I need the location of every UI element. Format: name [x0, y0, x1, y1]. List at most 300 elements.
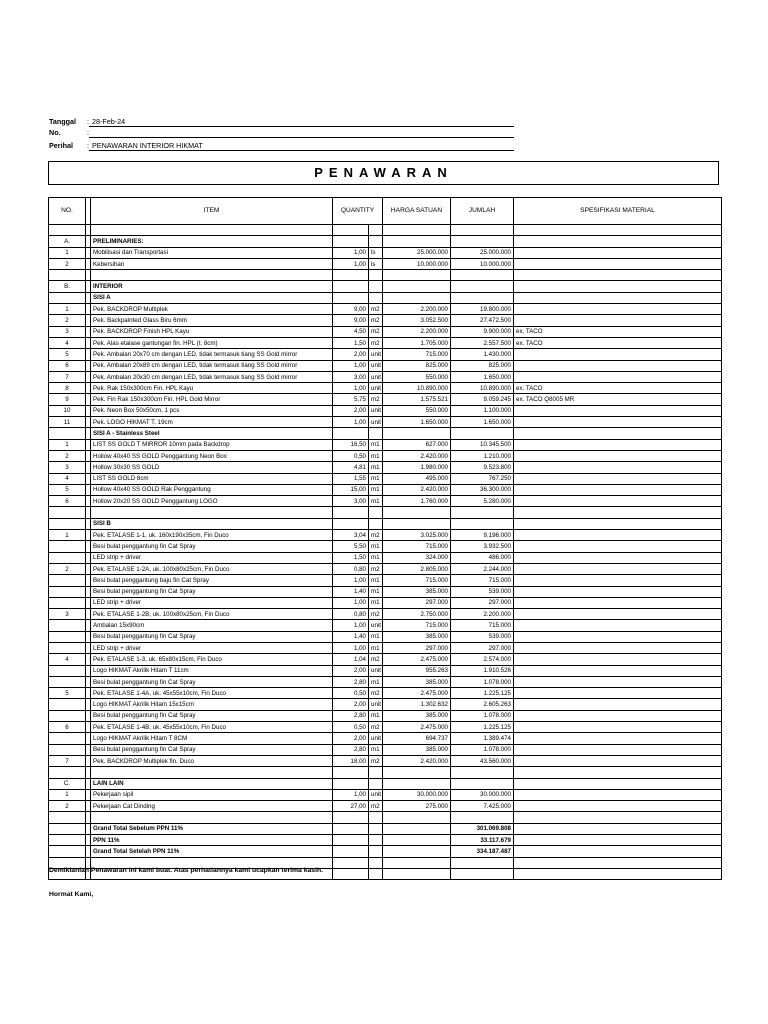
cell-unit: m1: [369, 462, 383, 473]
cell-no: [49, 552, 86, 563]
table-row: [49, 281, 722, 292]
cell-quantity: 2,80: [333, 744, 369, 755]
cell-no: [49, 710, 86, 721]
cell-quantity: 1,00: [333, 360, 369, 371]
table-row: [49, 597, 722, 608]
cell-unit: [369, 507, 383, 518]
cell-item: Hollow 20x20 SS GOLD Penggantung LOGO: [91, 496, 333, 507]
table-row: [49, 609, 722, 620]
cell-unit-price: 715.000: [383, 575, 451, 586]
cell-amount: 767.250: [451, 473, 514, 484]
cell-item: Logo HIKMAT Akrilik Hitam T 11cm: [91, 665, 333, 676]
blank-row: [49, 270, 722, 281]
cell-no: 1: [49, 247, 86, 258]
cell-item: Pek. Backpainted Glass Biru 6mm: [91, 315, 333, 326]
cell-no: [49, 631, 86, 642]
cell-item: Pek. Ambalan 20x30 cm dengan LED, tidak termasuk tiang SS Gold mirror: [91, 371, 333, 382]
table-row: [49, 337, 722, 348]
cell-item: Pek. Neon Box 50x50cm, 1 pcs: [91, 405, 333, 416]
cell-unit-price: [383, 846, 451, 857]
cell-amount: [451, 518, 514, 529]
cell-specification: [514, 733, 722, 744]
cell-quantity: [333, 846, 369, 857]
cell-unit: unit: [369, 665, 383, 676]
cell-amount: 10.345.500: [451, 439, 514, 450]
cell-no: [49, 812, 86, 823]
cell-specification: [514, 744, 722, 755]
cell-unit: m1: [369, 484, 383, 495]
table-row: [49, 586, 722, 597]
cell-amount: [451, 868, 514, 879]
cell-item: SISI B: [91, 518, 333, 529]
table-row: [49, 722, 722, 733]
cell-unit: [369, 225, 383, 236]
cell-no: [49, 642, 86, 653]
cell-no: [49, 767, 86, 778]
table-row: [49, 247, 722, 258]
cell-item: Pekerjaan Cat Dinding: [91, 801, 333, 812]
cell-unit: ls: [369, 247, 383, 258]
cell-specification: [514, 281, 722, 292]
cell-quantity: 16,50: [333, 439, 369, 450]
cell-quantity: 1,00: [333, 417, 369, 428]
cell-unit: m2: [369, 394, 383, 405]
cell-unit-price: 385.000: [383, 710, 451, 721]
cell-item: Pek. Alas etalase gantungan fin. HPL (t. 8cm): [91, 337, 333, 348]
cell-no: 5: [49, 349, 86, 360]
column-header-amount: JUMLAH: [451, 198, 514, 225]
cell-specification: [514, 586, 722, 597]
cell-unit-price: [383, 767, 451, 778]
cell-quantity: 4,50: [333, 326, 369, 337]
cell-quantity: [333, 868, 369, 879]
cell-amount: 5.280.000: [451, 496, 514, 507]
cell-specification: [514, 835, 722, 846]
cell-specification: [514, 439, 722, 450]
table-row: [49, 642, 722, 653]
cell-item: SISI A: [91, 292, 333, 303]
cell-unit-price: 2.805.000: [383, 563, 451, 574]
date-field: [49, 116, 514, 127]
cell-no: [49, 733, 86, 744]
table-row: [49, 789, 722, 800]
cell-unit: [369, 835, 383, 846]
blank-row: [49, 812, 722, 823]
cell-unit-price: 10.000.000: [383, 258, 451, 269]
cell-unit-price: 385.000: [383, 631, 451, 642]
cell-unit: [369, 428, 383, 439]
cell-item: Pek. ETALASE 1-4B, uk. 45x55x10cm, Fin Duco: [91, 722, 333, 733]
cell-amount: 301.069.808: [451, 823, 514, 834]
cell-quantity: 1,50: [333, 337, 369, 348]
cell-unit-price: 550.000: [383, 371, 451, 382]
cell-unit: unit: [369, 360, 383, 371]
cell-no: 1: [49, 530, 86, 541]
cell-no: 1: [49, 789, 86, 800]
cell-unit-price: [383, 236, 451, 247]
cell-amount: 2.605.263: [451, 699, 514, 710]
subject-value: PENAWARAN INTERIOR HIKMAT: [92, 141, 203, 150]
cell-unit-price: 2.420.000: [383, 450, 451, 461]
cell-no: 1: [49, 439, 86, 450]
cell-no: [49, 676, 86, 687]
table-row: [49, 326, 722, 337]
cell-no: 6: [49, 496, 86, 507]
column-header-item: ITEM: [91, 198, 333, 225]
table-row: [49, 405, 722, 416]
cell-unit-price: 324.000: [383, 552, 451, 563]
cell-item: Pek. Fin Rak 150x300cm Fin. HPL Gold Mirror: [91, 394, 333, 405]
total-row: [49, 823, 722, 834]
cell-unit-price: 1.760.000: [383, 496, 451, 507]
cell-item: Pek. ETALASE 1-4A, uk. 45x55x10cm, Fin Duco: [91, 688, 333, 699]
cell-specification: [514, 450, 722, 461]
cell-specification: [514, 597, 722, 608]
cell-unit-price: 275.000: [383, 801, 451, 812]
number-underline: [89, 137, 514, 138]
cell-specification: [514, 857, 722, 868]
cell-no: 1: [49, 304, 86, 315]
cell-specification: [514, 778, 722, 789]
cell-no: 3: [49, 462, 86, 473]
cell-unit: [369, 868, 383, 879]
cell-unit-price: [383, 518, 451, 529]
number-label: No.: [49, 128, 61, 137]
cell-amount: 1.650.000: [451, 417, 514, 428]
blank-row: [49, 225, 722, 236]
cell-quantity: 1,00: [333, 383, 369, 394]
table-row: [49, 801, 722, 812]
cell-quantity: [333, 778, 369, 789]
cell-no: [49, 270, 86, 281]
cell-unit: m2: [369, 609, 383, 620]
cell-unit-price: [383, 868, 451, 879]
cell-item: Pek. Ambalan 20x89 cm dengan LED, tidak termasuk tiang SS Gold mirror: [91, 360, 333, 371]
cell-item: Mobilisasi dan Transportasi: [91, 247, 333, 258]
cell-item: Logo HIKMAT Akrilik Hitam 15x15cm: [91, 699, 333, 710]
cell-no: 2: [49, 315, 86, 326]
cell-amount: [451, 225, 514, 236]
cell-item: Pek. Ambalan 20x70 cm dengan LED, tidak termasuk tiang SS Gold mirror: [91, 349, 333, 360]
cell-no: 6: [49, 722, 86, 733]
cell-quantity: 1,00: [333, 258, 369, 269]
cell-amount: 1.078.000: [451, 710, 514, 721]
cell-unit: m2: [369, 337, 383, 348]
cell-quantity: 2,00: [333, 665, 369, 676]
table-row: [49, 292, 722, 303]
cell-specification: [514, 722, 722, 733]
cell-unit: [369, 812, 383, 823]
cell-unit: [369, 823, 383, 834]
table-row: [49, 394, 722, 405]
cell-amount: [451, 292, 514, 303]
cell-specification: [514, 642, 722, 653]
cell-unit: m1: [369, 439, 383, 450]
cell-specification: [514, 518, 722, 529]
cell-unit: m1: [369, 575, 383, 586]
table-row: [49, 428, 722, 439]
cell-unit: [369, 767, 383, 778]
cell-amount: 27.472.500: [451, 315, 514, 326]
cell-specification: [514, 563, 722, 574]
cell-specification: [514, 417, 722, 428]
cell-unit: m1: [369, 473, 383, 484]
table-row: [49, 665, 722, 676]
cell-unit: m1: [369, 496, 383, 507]
cell-no: B.: [49, 281, 86, 292]
cell-specification: [514, 349, 722, 360]
cell-no: [49, 620, 86, 631]
cell-item: [91, 812, 333, 823]
cell-unit-price: 627.000: [383, 439, 451, 450]
cell-quantity: 0,80: [333, 563, 369, 574]
cell-quantity: 1,00: [333, 620, 369, 631]
cell-specification: [514, 315, 722, 326]
cell-unit-price: 385.000: [383, 744, 451, 755]
cell-item: Hollow 30x30 SS GOLD: [91, 462, 333, 473]
cell-specification: ex. TACO: [514, 326, 722, 337]
cell-unit-price: 3.052.500: [383, 315, 451, 326]
cell-item: Pek. ETALASE 1-3, uk. 65x80x15cm, Fin Duco: [91, 654, 333, 665]
cell-quantity: 0,50: [333, 450, 369, 461]
cell-unit: unit: [369, 405, 383, 416]
table-row: [49, 541, 722, 552]
cell-unit-price: 2.420.000: [383, 484, 451, 495]
cell-no: 3: [49, 609, 86, 620]
cell-amount: 1.430.000: [451, 349, 514, 360]
cell-item: Besi bulat penggantung fin Cat Spray: [91, 541, 333, 552]
column-header-quantity: QUANTITY: [333, 198, 383, 225]
cell-unit-price: 385.000: [383, 676, 451, 687]
cell-unit: m1: [369, 552, 383, 563]
cell-unit: m2: [369, 530, 383, 541]
cell-unit: [369, 857, 383, 868]
cell-unit-price: 297.000: [383, 597, 451, 608]
cell-amount: 334.187.487: [451, 846, 514, 857]
cell-quantity: [333, 281, 369, 292]
cell-quantity: 2,80: [333, 676, 369, 687]
cell-unit-price: 2.475.000: [383, 654, 451, 665]
cell-item: Pek. LOGO HIKMAT T. 19cm: [91, 417, 333, 428]
cell-unit-price: [383, 823, 451, 834]
cell-unit: unit: [369, 349, 383, 360]
cell-amount: 539.000: [451, 631, 514, 642]
cell-unit: [369, 292, 383, 303]
cell-no: [49, 699, 86, 710]
cell-no: 4: [49, 337, 86, 348]
cell-item: Besi bulat penggantung fin Cat Spray: [91, 676, 333, 687]
table-row: [49, 315, 722, 326]
cell-no: 2: [49, 801, 86, 812]
cell-no: [49, 518, 86, 529]
cell-unit-price: 715.000: [383, 541, 451, 552]
cell-specification: [514, 710, 722, 721]
cell-unit: m1: [369, 586, 383, 597]
table-row: [49, 575, 722, 586]
cell-unit-price: 2.475.000: [383, 722, 451, 733]
table-row: [49, 620, 722, 631]
cell-quantity: 15,00: [333, 484, 369, 495]
cell-amount: 9.900.000: [451, 326, 514, 337]
cell-amount: [451, 428, 514, 439]
cell-amount: 1.078.000: [451, 744, 514, 755]
cell-item: Besi bulat penggantung fin Cat Spray: [91, 710, 333, 721]
cell-item: Besi bulat penggantung fin Cat Spray: [91, 631, 333, 642]
cell-specification: [514, 755, 722, 766]
blank-row: [49, 767, 722, 778]
table-row: [49, 258, 722, 269]
cell-amount: 2.574.000: [451, 654, 514, 665]
cell-item: [91, 507, 333, 518]
cell-quantity: 1,00: [333, 575, 369, 586]
cell-amount: 25.000.000: [451, 247, 514, 258]
cell-specification: [514, 631, 722, 642]
table-row: [49, 439, 722, 450]
cell-item: Besi bulat penggantung baju fin Cat Spray: [91, 575, 333, 586]
cell-no: [49, 744, 86, 755]
cell-specification: [514, 258, 722, 269]
cell-amount: 10.000.000: [451, 258, 514, 269]
cell-item: LED strip + driver: [91, 552, 333, 563]
cell-quantity: [333, 857, 369, 868]
cell-amount: 19.800.000: [451, 304, 514, 315]
cell-unit-price: [383, 835, 451, 846]
cell-item: Grand Total Setelah PPN 11%: [91, 846, 333, 857]
cell-item: Kebersihan: [91, 258, 333, 269]
cell-amount: 1.389.474: [451, 733, 514, 744]
table-row: [49, 676, 722, 687]
cell-specification: [514, 654, 722, 665]
cell-quantity: [333, 835, 369, 846]
cell-unit-price: 25.000.000: [383, 247, 451, 258]
table-row: [49, 530, 722, 541]
cell-no: [49, 665, 86, 676]
cell-specification: [514, 823, 722, 834]
cell-quantity: 2,00: [333, 733, 369, 744]
cell-unit: unit: [369, 789, 383, 800]
number-colon: :: [87, 128, 89, 137]
table-row: [49, 304, 722, 315]
cell-unit: [369, 270, 383, 281]
table-row: [49, 552, 722, 563]
cell-item: Besi bulat penggantung fin Cat Spray: [91, 744, 333, 755]
table-row: [49, 688, 722, 699]
cell-amount: 10.890.000: [451, 383, 514, 394]
cell-unit: m1: [369, 541, 383, 552]
cell-amount: 7.425.000: [451, 801, 514, 812]
cell-specification: [514, 801, 722, 812]
cell-quantity: [333, 812, 369, 823]
cell-amount: [451, 767, 514, 778]
cell-quantity: 0,80: [333, 609, 369, 620]
cell-item: LIST SS GOLD T MIRROR 10mm pada Backdrop: [91, 439, 333, 450]
cell-unit: m2: [369, 801, 383, 812]
cell-unit: m1: [369, 710, 383, 721]
cell-quantity: 0,50: [333, 722, 369, 733]
cell-amount: 3.932.500: [451, 541, 514, 552]
cell-amount: [451, 812, 514, 823]
cell-unit: ls: [369, 258, 383, 269]
cell-amount: 2.244.000: [451, 563, 514, 574]
cell-no: [49, 823, 86, 834]
cell-amount: [451, 507, 514, 518]
cell-no: [49, 507, 86, 518]
cell-quantity: [333, 236, 369, 247]
cell-specification: [514, 371, 722, 382]
cell-no: 3: [49, 326, 86, 337]
cell-quantity: 2,80: [333, 710, 369, 721]
cell-specification: [514, 270, 722, 281]
cell-quantity: 1,00: [333, 597, 369, 608]
cell-unit: unit: [369, 417, 383, 428]
cell-specification: [514, 699, 722, 710]
cell-unit-price: 715.000: [383, 620, 451, 631]
cell-unit-price: [383, 281, 451, 292]
cell-unit-price: 1.650.000: [383, 417, 451, 428]
blank-row: [49, 507, 722, 518]
cell-amount: 1.650.000: [451, 371, 514, 382]
cell-item: Hollow 40x40 SS GOLD Penggantung Neon Box: [91, 450, 333, 461]
cell-quantity: 3,00: [333, 371, 369, 382]
cell-no: 9: [49, 394, 86, 405]
cell-amount: 715.000: [451, 575, 514, 586]
quotation-table: [48, 197, 722, 880]
table-row: [49, 518, 722, 529]
document-title-box: [48, 161, 719, 185]
cell-item: Pek. ETALASE 1-1, uk. 160x190x35cm, Fin Duco: [91, 530, 333, 541]
table-row: [49, 733, 722, 744]
cell-unit-price: 955.263: [383, 665, 451, 676]
cell-unit: unit: [369, 733, 383, 744]
cell-unit-price: [383, 225, 451, 236]
cell-quantity: 1,55: [333, 473, 369, 484]
cell-specification: [514, 484, 722, 495]
cell-item: INTERIOR: [91, 281, 333, 292]
cell-amount: 33.117.679: [451, 835, 514, 846]
cell-quantity: 2,00: [333, 405, 369, 416]
cell-unit-price: [383, 270, 451, 281]
cell-unit-price: 2.750.000: [383, 609, 451, 620]
cell-specification: [514, 247, 722, 258]
subject-label: Perihal: [49, 141, 73, 150]
cell-unit-price: 2.200.000: [383, 304, 451, 315]
cell-no: 2: [49, 258, 86, 269]
cell-quantity: [333, 225, 369, 236]
cell-unit-price: [383, 292, 451, 303]
date-colon: :: [87, 117, 89, 126]
cell-amount: [451, 778, 514, 789]
cell-amount: 825.000: [451, 360, 514, 371]
table-row: [49, 563, 722, 574]
table-header-row: [49, 198, 722, 225]
cell-specification: [514, 225, 722, 236]
table-row: [49, 417, 722, 428]
cell-unit: m2: [369, 304, 383, 315]
cell-unit: unit: [369, 371, 383, 382]
cell-amount: 36.300.000: [451, 484, 514, 495]
cell-specification: ex. TACO: [514, 383, 722, 394]
cell-unit-price: 385.000: [383, 586, 451, 597]
cell-unit-price: 1.302.632: [383, 699, 451, 710]
cell-item: Pek. BACKDROP Multiplek: [91, 304, 333, 315]
quotation-table-body: [49, 198, 722, 880]
cell-amount: 30.000.000: [451, 789, 514, 800]
cell-amount: 1.100.000: [451, 405, 514, 416]
table-row: [49, 484, 722, 495]
cell-no: [49, 586, 86, 597]
cell-item: SISI A - Stainless Steel: [91, 428, 333, 439]
cell-specification: [514, 496, 722, 507]
